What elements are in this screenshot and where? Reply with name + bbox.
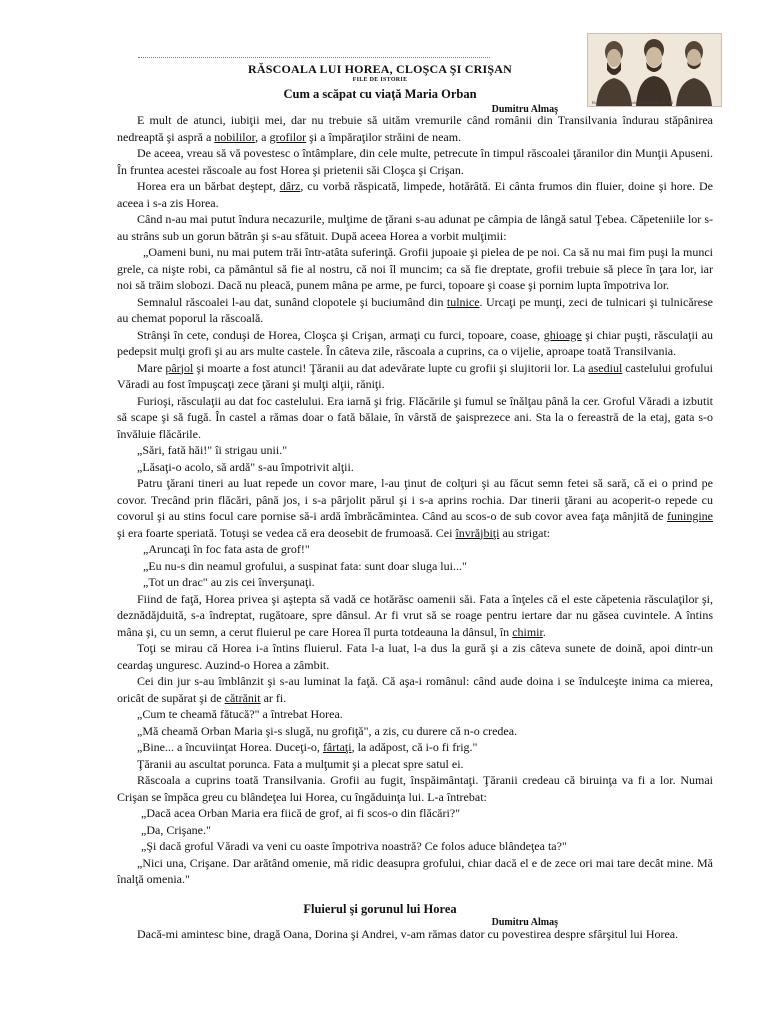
- paragraph: [117, 756, 713, 773]
- text-run: Fiind de faţă, Horea privea şi aştepta să vadă ce hotărăsc oamenii săi. Fata a înţeles că el este căpetenia răsculaţilor şi, deznădăjduită, s-a îndreptat, rugătoare, spre dânsul. Ar fi vrut să se roage pentru iertare dar nu găsea cuvintele. A întins mâna şi, cu un semn, a cerut fluierul pe care Horea îl purta totdeauna la dânsul, în: [117, 591, 713, 639]
- paragraph: [117, 360, 713, 393]
- paragraph: [117, 838, 713, 855]
- second-story-author: Dumitru Almaş: [491, 917, 558, 928]
- text-run: şi a împăraţilor străini de neam.: [306, 129, 462, 144]
- text-run: „Oameni buni, nu mai putem trăi într-atâta suferinţă. Grofii jupoaie şi pielea de pe noi. Ca să nu mai fim puşi la munci grele, ca nişte robi, ca pământul să fie al nostru, că noi îl muncim; ca să fie dreptate, grofii trebuie să plece în ţara lor, iar noi să trăim slobozi. Dacă nu pleacă, punem mâna pe arme, pe furci, topoare şi coase şi pornim lupta împotriva lor.: [117, 245, 713, 292]
- text-run: De aceea, vreau să vă povestesc o întâmplare, din cele multe, petrecute în timpul răscoalei ţăranilor din Munţii Apuseni. În fruntea acestei răscoale au fost Horea şi prietenii săi Cloşca şi Crişan.: [117, 146, 713, 177]
- glossary-term: învrăjbiţi: [455, 525, 500, 540]
- text-run: „Nici una, Crişane. Dar arătând omenie, mă ridic deasupra grofului, chiar dacă el e de zece ori mai tare decât mine. Mă înalţă omenia.": [117, 855, 713, 886]
- paragraph: [117, 855, 713, 888]
- paragraph: [117, 574, 713, 591]
- text-run: Toţi se mirau că Horea i-a întins fluierul. Fata l-a luat, l-a dus la gură şi a zis câteva sunete de doină, apoi dintr-un ceardaş unguresc. Auzind-o Horea a zâmbit.: [117, 641, 713, 672]
- text-run: Semnalul răscoalei l-au dat, sunând clopotele şi buciumând din: [137, 294, 447, 309]
- text-run: ar fi.: [260, 690, 287, 705]
- paragraph: [117, 673, 713, 706]
- story-title: Cum a scăpat cu viaţă Maria Orban: [283, 87, 477, 101]
- text-run: E mult de atunci, iubiţii mei, dar nu trebuie să uităm vremurile când românii din Transilvania îndurau stăpânirea nedreaptă şi aspră a: [117, 113, 713, 144]
- paragraph: [117, 591, 713, 641]
- glossary-term: grofilor: [269, 129, 307, 144]
- paragraph: [117, 294, 713, 327]
- text-run: Dacă-mi amintesc bine, dragă Oana, Dorina şi Andrei, v-am rămas dator cu povestirea despre sfârşitul lui Horea.: [137, 927, 679, 941]
- text-run: castelului grofului Văradi au fost împuşcaţi zece ţărani şi mulţi alţii, răniţi.: [117, 360, 713, 391]
- article-title: RĂSCOALA LUI HOREA, CLOŞCA ŞI CRIŞAN: [248, 62, 512, 76]
- paragraph: [117, 211, 713, 244]
- second-story-body: [117, 926, 713, 943]
- paragraph: [117, 145, 713, 178]
- text-run: şi era foarte speriată. Totuşi se vedea că era deosebit de frumoasă. Cei: [117, 525, 456, 540]
- glossary-term: fârtaţi: [322, 740, 352, 754]
- text-run: „Eu nu-s din neamul grofului, a suspinat fata: sunt doar sluga lui...": [143, 558, 467, 573]
- paragraph: [117, 393, 713, 443]
- paragraph: [117, 459, 713, 476]
- text-run: „Da, Crişane.": [141, 822, 211, 837]
- glossary-term: dârz: [279, 179, 301, 193]
- text-run: Horea era un bărbat deştept,: [137, 179, 280, 193]
- story-body: [117, 112, 713, 888]
- text-run: şi moarte a fost atunci! Ţăranii au dat adevărate lupte cu grofii şi slujitorii lor. La: [193, 360, 589, 375]
- text-run: , a: [255, 129, 270, 144]
- glossary-term: cătrănit: [224, 690, 261, 705]
- paragraph: [117, 640, 713, 673]
- paragraph: [117, 926, 713, 943]
- glossary-term: asediul: [588, 360, 623, 375]
- text-run: , la adăpost, că i-o fi frig.": [351, 740, 478, 754]
- glossary-term: nobililor: [214, 129, 256, 144]
- paragraph: [117, 112, 713, 145]
- paragraph: [117, 723, 713, 740]
- glossary-term: chimir: [512, 624, 543, 639]
- text-run: „Mă cheamă Orban Maria şi-s slugă, nu grofiţă", a zis, cu durere că n-o credea.: [137, 723, 518, 738]
- paragraph: [117, 442, 713, 459]
- text-run: „Aruncaţi în foc fata asta de grof!": [143, 542, 310, 556]
- text-run: „Sări, fată hăi!" îi strigau unii.": [137, 443, 288, 457]
- text-run: Răscoala a cuprins toată Transilvania. Grofii au fugit, înspăimântaţi. Ţăranii credeau că biruinţa va fi a lor. Numai Crişan se împăca greu cu blândeţea lui Horea, cu îngăduinţa lui. L-a întrebat:: [117, 773, 713, 804]
- author-name: Dumitru Almaş: [491, 104, 558, 115]
- paragraph: [117, 178, 713, 211]
- paragraph: [117, 475, 713, 541]
- text-run: „Bine... a încuviinţat Horea. Duceţi-o,: [137, 740, 323, 754]
- text-run: Strânşi în cete, conduşi de Horea, Cloşca şi Crişan, armaţi cu furci, topoare, coase,: [137, 327, 544, 342]
- paragraph: [117, 822, 713, 839]
- text-run: şi chiar puşti, răsculaţii au pedepsit mulţi grofi şi au ars multe castele. În câteva zile, răscoala a cuprins, ca o vijelie, aproape toată Transilvania.: [117, 327, 713, 358]
- text-run: . Urcaţi pe munţi, zeci de tulnicari şi tulnicărese au chemat poporul la răscoală.: [117, 294, 713, 325]
- paragraph: [117, 772, 713, 805]
- text-run: , cu vorbă răspicată, limpede, hotărâtă. Ei cânta frumos din fluier, doine şi hore. De aceea i s-a zis Horea.: [117, 179, 714, 210]
- portrait-caption: Horea, Cloşca şi Crişan, conducătorii răscoalei din 1784: [592, 101, 673, 105]
- paragraph: [117, 327, 713, 360]
- dotted-rule: [138, 57, 490, 58]
- text-run: Mare: [137, 360, 166, 375]
- text-run: Cei din jur s-au îmblânzit şi s-au luminat la faţă. Că aşa-i românul: când aude doina i se îndulceşte inima ca mierea, oricât de supărat şi de: [117, 674, 713, 705]
- text-run: Ţăranii au ascultat porunca. Fata a mulţumit şi a plecat spre satul ei.: [137, 756, 464, 771]
- paragraph: [117, 805, 713, 822]
- text-run: „Şi dacă groful Văradi va veni cu oaste împotriva noastră? Ce folos aduce blândeţea ta?": [141, 839, 567, 853]
- glossary-term: ghioage: [543, 327, 582, 342]
- second-story-title: Fluierul şi gorunul lui Horea: [303, 902, 457, 916]
- paragraph: [117, 706, 713, 723]
- glossary-term: pârjol: [165, 360, 194, 375]
- text-run: „Tot un drac" au zis cei înverşunaţi.: [143, 575, 315, 589]
- section-tag: FILE DE ISTORIE: [352, 77, 408, 83]
- paragraph: [117, 739, 713, 756]
- text-run: „Lăsaţi-o acolo, să ardă" s-au împotrivit alţii.: [137, 459, 354, 474]
- text-run: Când n-au mai putut îndura necazurile, mulţime de ţărani s-au adunat pe câmpia de lângă satul Ţebea. Căpeteniile lor s-au strâns sub un gorun bătrân şi s-au sfătuit. După aceea Horea a vorbit mulţimii:: [117, 212, 713, 243]
- paragraph: [117, 244, 713, 294]
- paragraph: [117, 541, 713, 558]
- paragraph: [117, 558, 713, 575]
- text-run: Patru ţărani tineri au luat repede un covor mare, l-au ţinut de colţuri şi au făcut semn fetei să sară, că ei o prind pe covor. Trecând prin flăcări, până jos, i s-a pârjolit părul şi i s-a aprins rochia. Dar tinerii ţărani au acoperit-o repede cu covorul şi au stins focul care pornise să-i ardă îmbrăcămintea. Când au scos-o de sub covor avea faţa mânjită de: [117, 476, 713, 523]
- glossary-term: tulnice: [446, 294, 480, 309]
- text-run: Furioşi, răsculaţii au dat foc castelului. Era iarnă şi frig. Flăcările şi fumul se înălţau până la cer. Groful Văradi a izbutit să scape şi să fugă. În castel a rămas doar o fată bălaie, în vârstă de şaisprezece ani. Sta la o fereastră de la etaj, gata s-o învăluie flăcările.: [117, 393, 713, 441]
- text-run: „Cum te cheamă fătucă?" a întrebat Horea.: [137, 707, 343, 721]
- text-run: .: [542, 624, 546, 639]
- text-run: „Dacă acea Orban Maria era fiică de grof, ai fi scos-o din flăcări?": [141, 806, 461, 820]
- text-run: au strigat:: [499, 525, 551, 540]
- glossary-term: funingine: [667, 509, 713, 523]
